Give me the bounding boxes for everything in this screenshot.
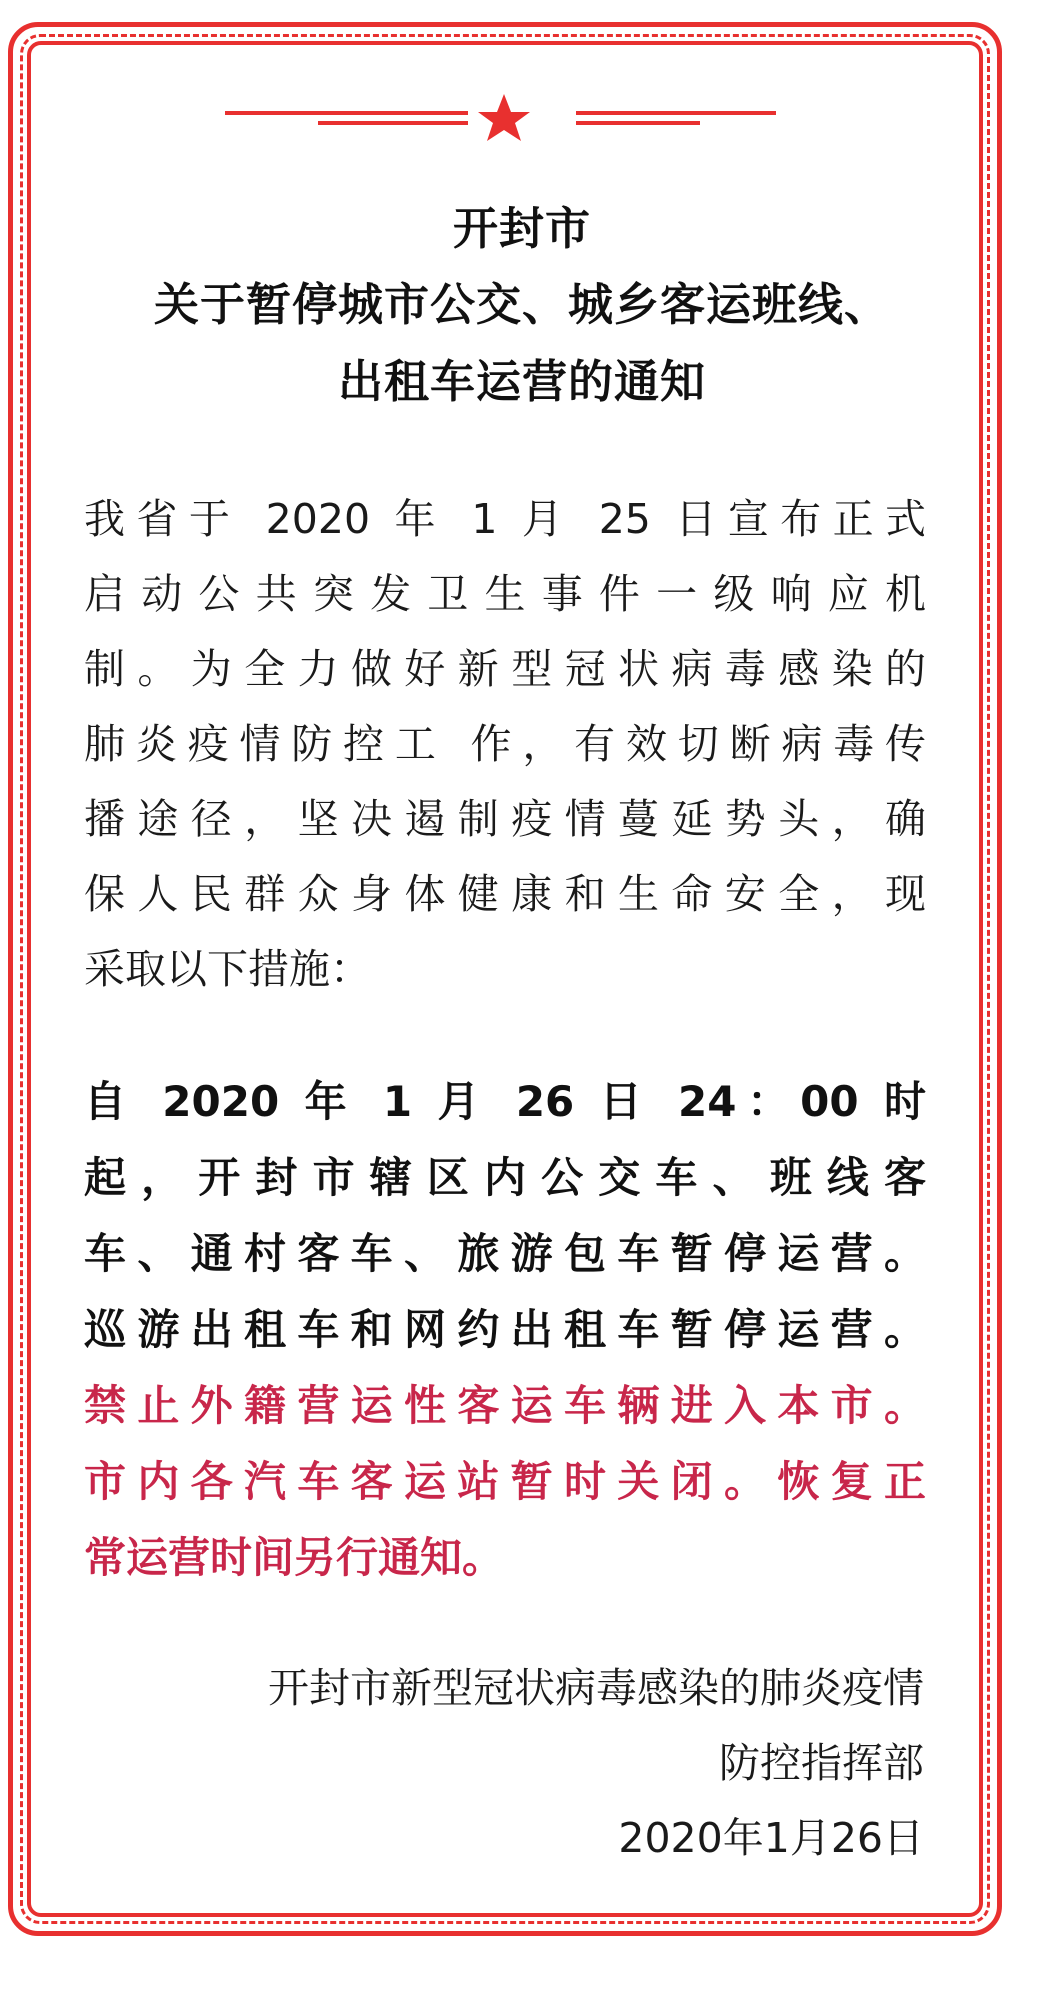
- signature-date: 2020年1月26日: [618, 1814, 924, 1862]
- body-line: 肺炎疫情防控工 作，有效切断病毒传: [84, 720, 926, 768]
- body-line: 我省于 2020 年 1 月 25 日宣布正式: [84, 495, 926, 543]
- body-line: 启动公共突发卫生事件一级响应机: [84, 570, 926, 618]
- measure-line: 车、通村客车、旅游包车暂停运营。: [84, 1229, 926, 1278]
- body-line: 制。为全力做好新型冠状病毒感染的: [84, 645, 926, 693]
- star-icon: [478, 94, 530, 141]
- body-line: 保人民群众身体健康和生命安全，现: [84, 870, 926, 918]
- measure-line: 巡游出租车和网约出租车暂停运营。: [84, 1305, 926, 1354]
- measure-line-red: 常运营时间另行通知。: [84, 1533, 505, 1582]
- body-line: 播途径，坚决遏制疫情蔓延势头，确: [84, 795, 926, 843]
- measure-line: 自 2020 年 1 月 26 日 24：00 时: [84, 1077, 926, 1126]
- title-line-1: 开封市: [452, 202, 591, 255]
- measure-line-red: 禁止外籍营运性客运车辆进入本市。: [84, 1381, 926, 1430]
- header-ornament: [0, 86, 1044, 146]
- signature-org-line-2: 防控指挥部: [719, 1739, 924, 1787]
- body-line: 采取以下措施：: [84, 945, 371, 993]
- title-line-3: 出租车运营的通知: [337, 355, 706, 408]
- measure-line: 起，开封市辖区内公交车、班线客: [84, 1153, 926, 1202]
- title-line-2: 关于暂停城市公交、城乡客运班线、: [153, 278, 890, 331]
- measure-line-red: 市内各汽车客运站暂时关闭。恢复正: [84, 1457, 926, 1506]
- signature-org-line-1: 开封市新型冠状病毒感染的肺炎疫情: [268, 1664, 924, 1712]
